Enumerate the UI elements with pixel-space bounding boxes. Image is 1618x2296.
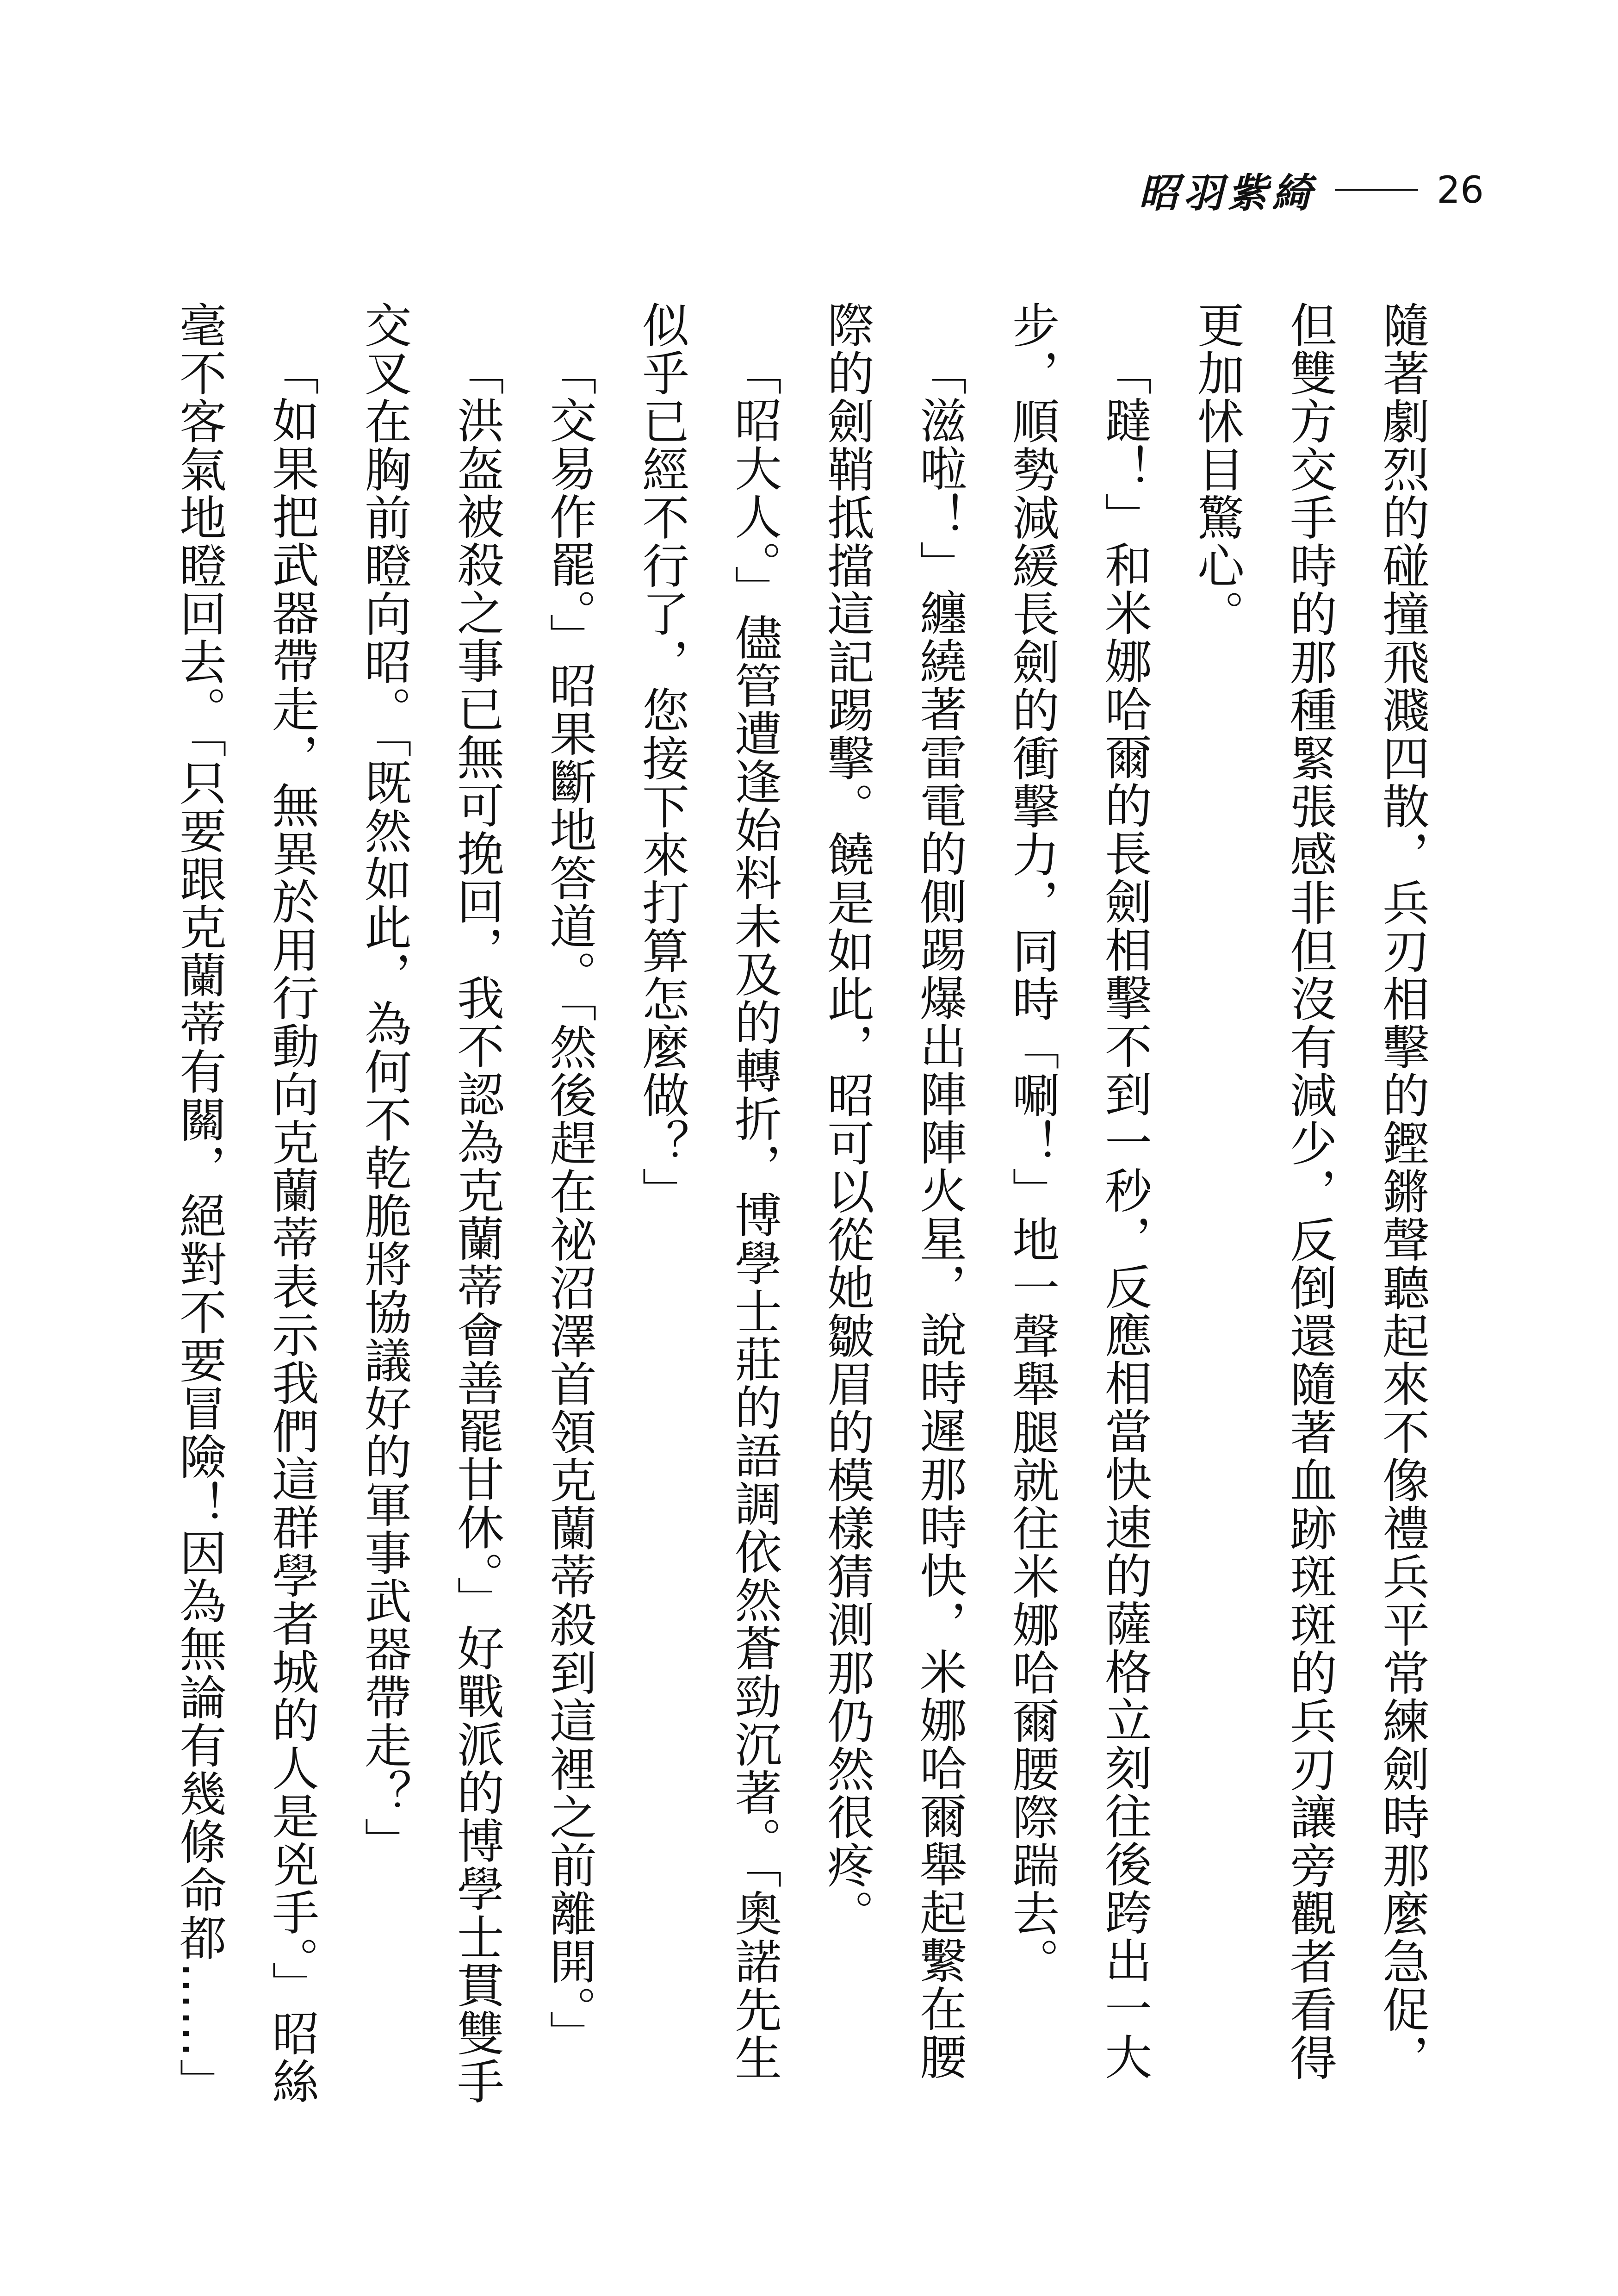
running-header: [1139, 157, 1484, 222]
paragraph-3: 「滋啦！」纏繞著雷電的側踢爆出陣陣火星，說時遲那時快，米娜哈爾舉起繫在腰際的劍鞘抵擋這記踢擊。饒是如此，昭可以從她皺眉的模樣猜測那仍然很疼。: [819, 301, 967, 2081]
paragraph-2: 「躂！」和米娜哈爾的長劍相擊不到一秒，反應相當快速的薩格立刻往後跨出一大步，順勢減緩長劍的衝擊力，同時「唰！」地一聲舉腿就往米娜哈爾腰際踹去。: [1004, 301, 1152, 2081]
paragraph-6: 「洪盔被殺之事已無可挽回，我不認為克蘭蒂會善罷甘休。」好戰派的博學士貫雙手交叉在胸前瞪向昭。「既然如此，為何不乾脆將協議好的軍事武器帶走？」: [357, 301, 504, 2105]
paragraph-1: 隨著劇烈的碰撞飛濺四散，兵刃相擊的鏗鏘聲聽起來不像禮兵平常練劍時那麼急促，但雙方交手時的那種緊張感非但沒有減少，反倒還隨著血跡斑斑的兵刃讓旁觀者看得更加怵目驚心。: [1190, 301, 1430, 2082]
body-text: [172, 301, 1448, 2124]
paragraph-5: 「交易作罷。」昭果斷地答道。「然後趕在祕沼澤首領克蘭蒂殺到這裡之前離開。」: [542, 348, 597, 2058]
header-rule: [1335, 189, 1418, 191]
paragraph-7: 「如果把武器帶走，無異於用行動向克蘭蒂表示我們這群學者城的人是兇手。」昭絲毫不客氣地瞪回去。「只要跟克蘭蒂有關，絕對不要冒險！因為無論有幾條命都……」: [172, 301, 319, 2106]
paragraph-4: 「昭大人。」儘管遭逢始料未及的轉折，博學士莊的語調依然蒼勁沉著。「奧諾先生似乎已經不行了，您接下來打算怎麼做？」: [634, 301, 782, 2082]
page-number: 26: [1437, 168, 1484, 212]
book-title: 昭羽紫綺: [1139, 170, 1317, 217]
